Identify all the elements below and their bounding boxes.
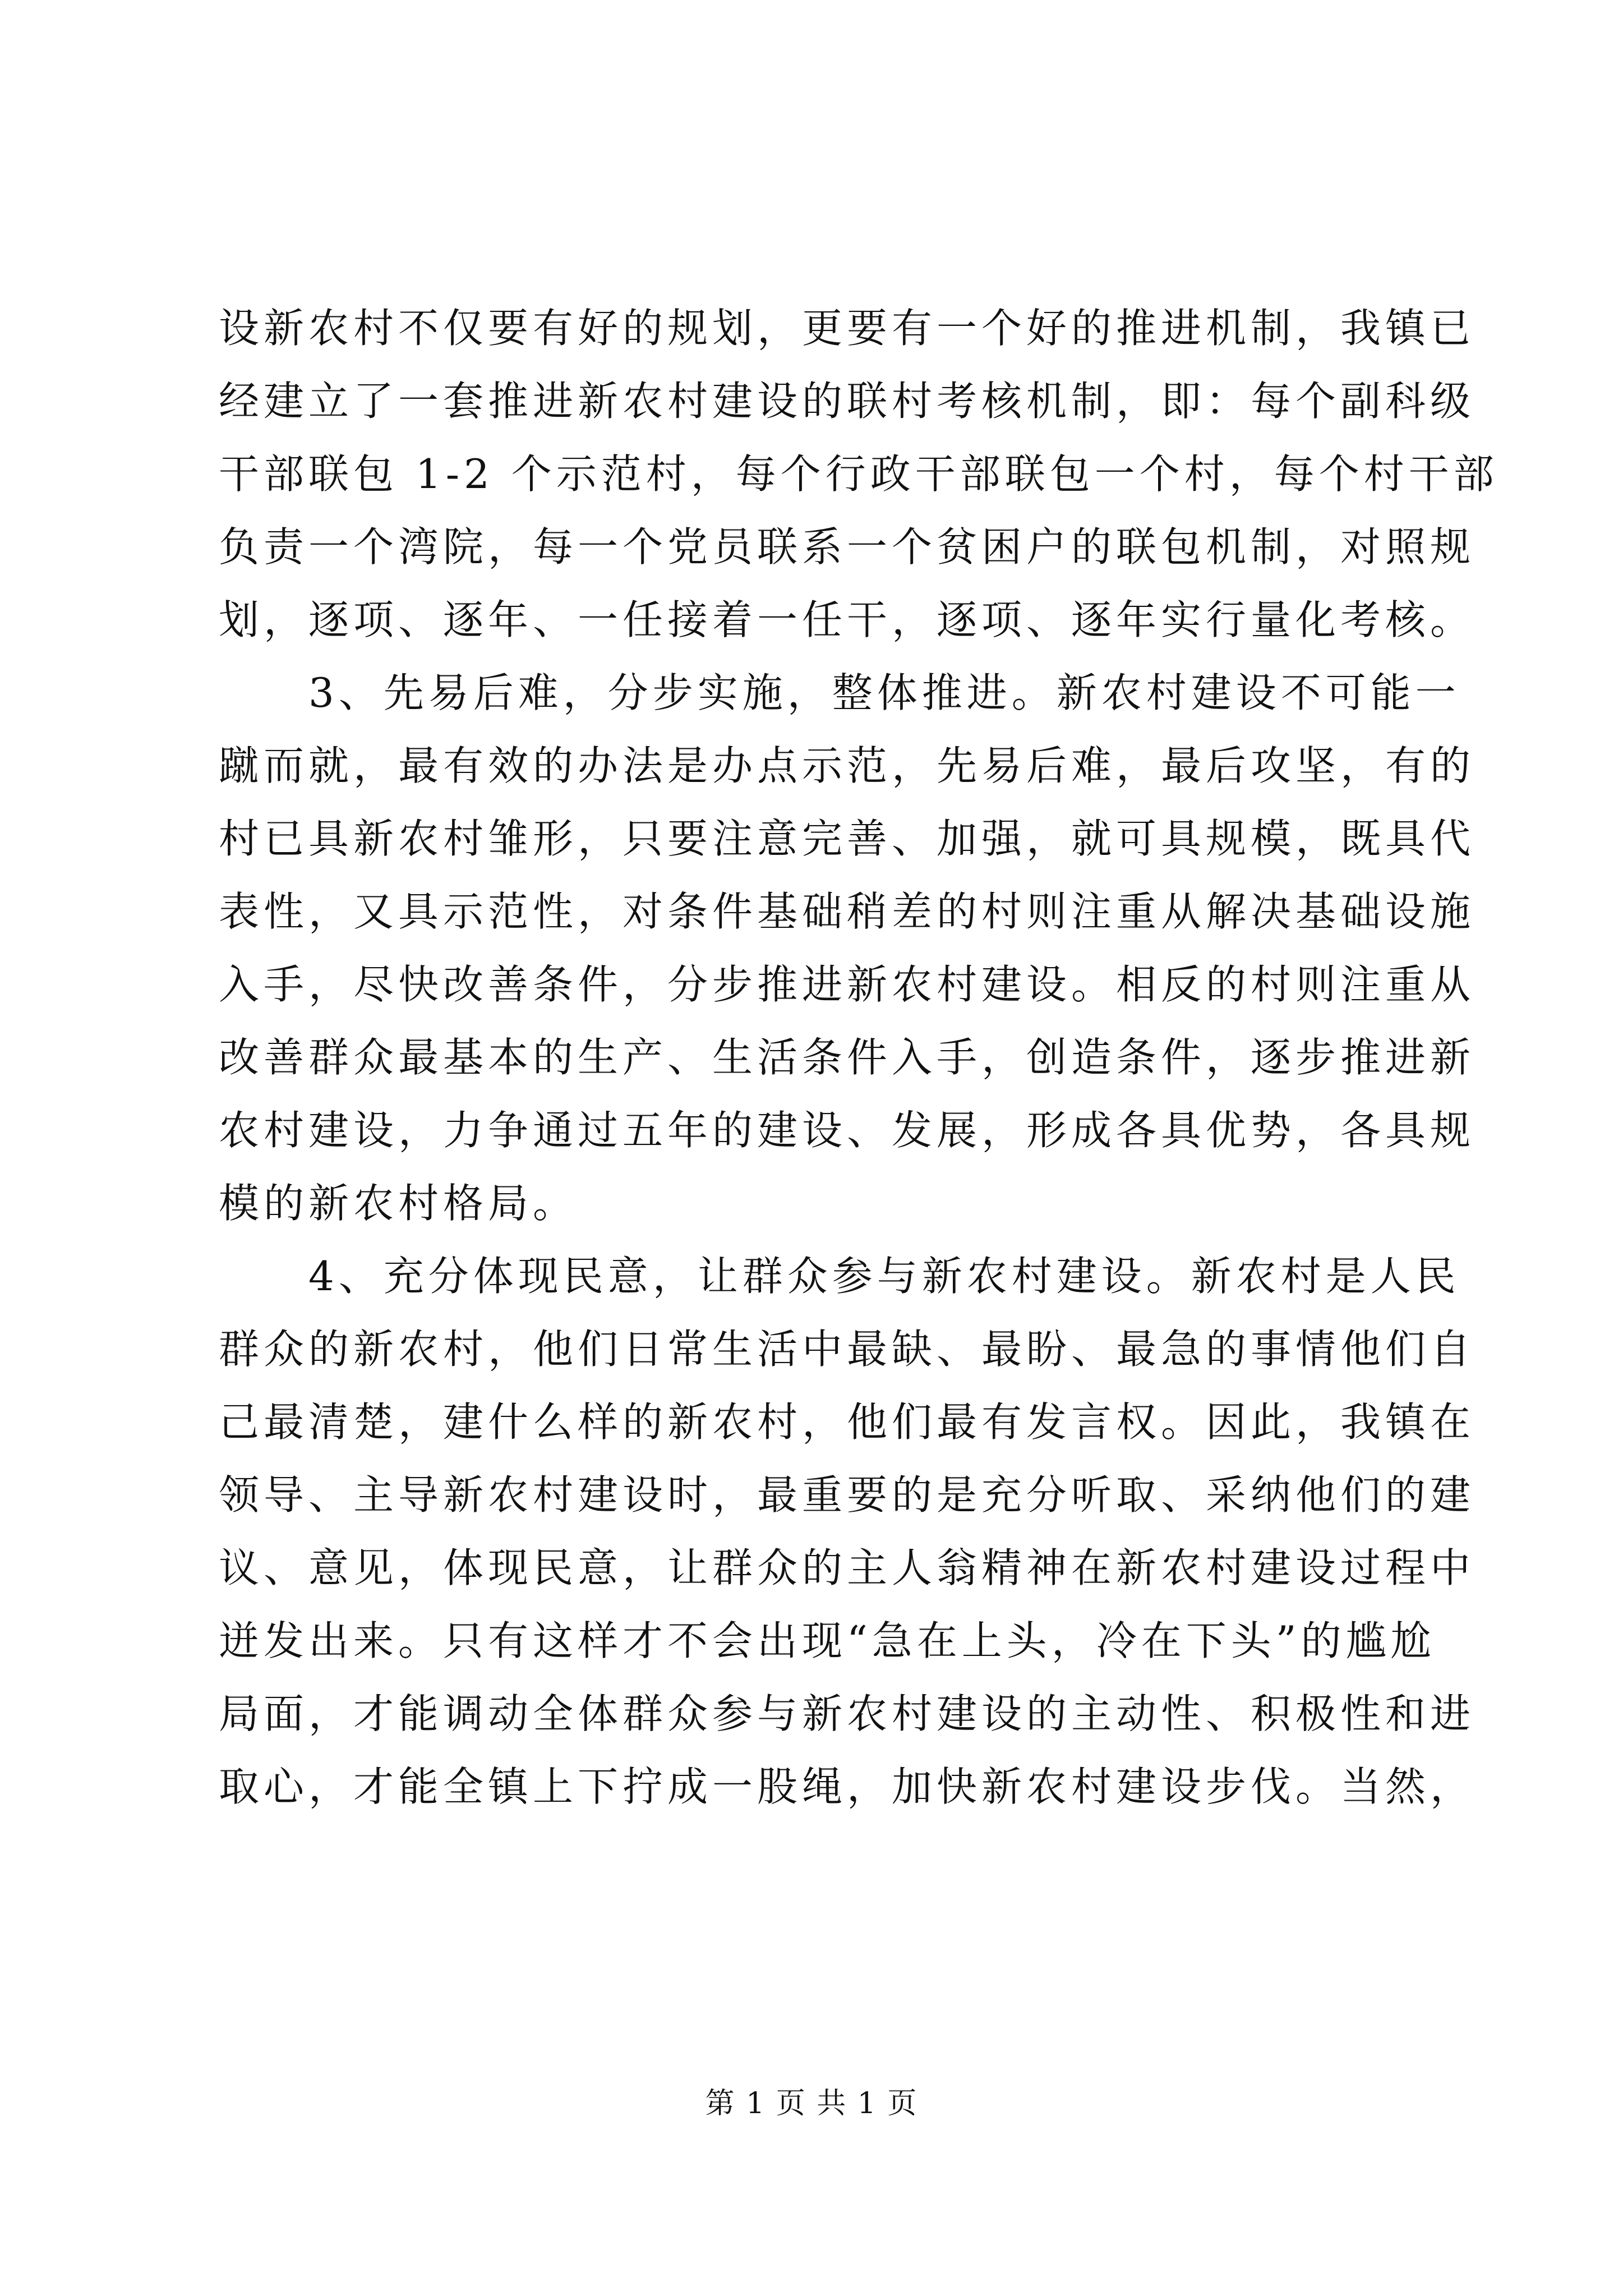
text-line: 领导、主导新农村建设时，最重要的是充分听取、采纳他们的建 [219,1471,1476,1519]
text-line: 入手，尽快改善条件，分步推进新农村建设。相反的村则注重从 [219,961,1476,1008]
text-line: 局面，才能调动全体群众参与新农村建设的主动性、积极性和进 [219,1690,1476,1737]
page-footer: 第 1 页 共 1 页 [705,2087,918,2120]
text-line: 表性，又具示范性，对条件基础稍差的村则注重从解决基础设施 [219,888,1476,935]
text-line: 3、先易后难，分步实施，整体推进。新农村建设不可能一 [219,669,1460,716]
text-line: 模的新农村格局。 [219,1180,578,1227]
text-line: 负责一个湾院，每一个党员联系一个贫困户的联包机制，对照规 [219,523,1476,570]
document-body [219,292,1498,1823]
text-line: 己最清楚，建什么样的新农村，他们最有发言权。因此，我镇在 [219,1398,1476,1446]
text-line: 设新农村不仅要有好的规划，更要有一个好的推进机制，我镇已 [219,305,1476,352]
text-line: 议、意见，体现民意，让群众的主人翁精神在新农村建设过程中 [219,1544,1476,1591]
text-line: 取心，才能全镇上下拧成一股绳，加快新农村建设步伐。当然， [219,1763,1476,1810]
text-line: 群众的新农村，他们日常生活中最缺、最盼、最急的事情他们自 [219,1326,1476,1373]
text-line: 蹴而就，最有效的办法是办点示范，先易后难，最后攻坚，有的 [219,742,1476,789]
text-line: 迸发出来。只有这样才不会出现“急在上头，冷在下头”的尴尬 [219,1617,1436,1664]
text-line: 划，逐项、逐年、一任接着一任干，逐项、逐年实行量化考核。 [219,596,1476,643]
text-line: 干部联包 1-2 个示范村，每个行政干部联包一个村，每个村干部 [219,450,1498,498]
text-line: 经建立了一套推进新农村建设的联村考核机制，即：每个副科级 [219,378,1476,425]
text-line: 村已具新农村雏形，只要注意完善、加强，就可具规模，既具代 [219,815,1476,862]
text-line: 农村建设，力争通过五年的建设、发展，形成各具优势，各具规 [219,1107,1476,1154]
text-line: 改善群众最基本的生产、生活条件入手，创造条件，逐步推进新 [219,1034,1476,1081]
text-line: 4、充分体现民意，让群众参与新农村建设。新农村是人民 [219,1253,1460,1300]
